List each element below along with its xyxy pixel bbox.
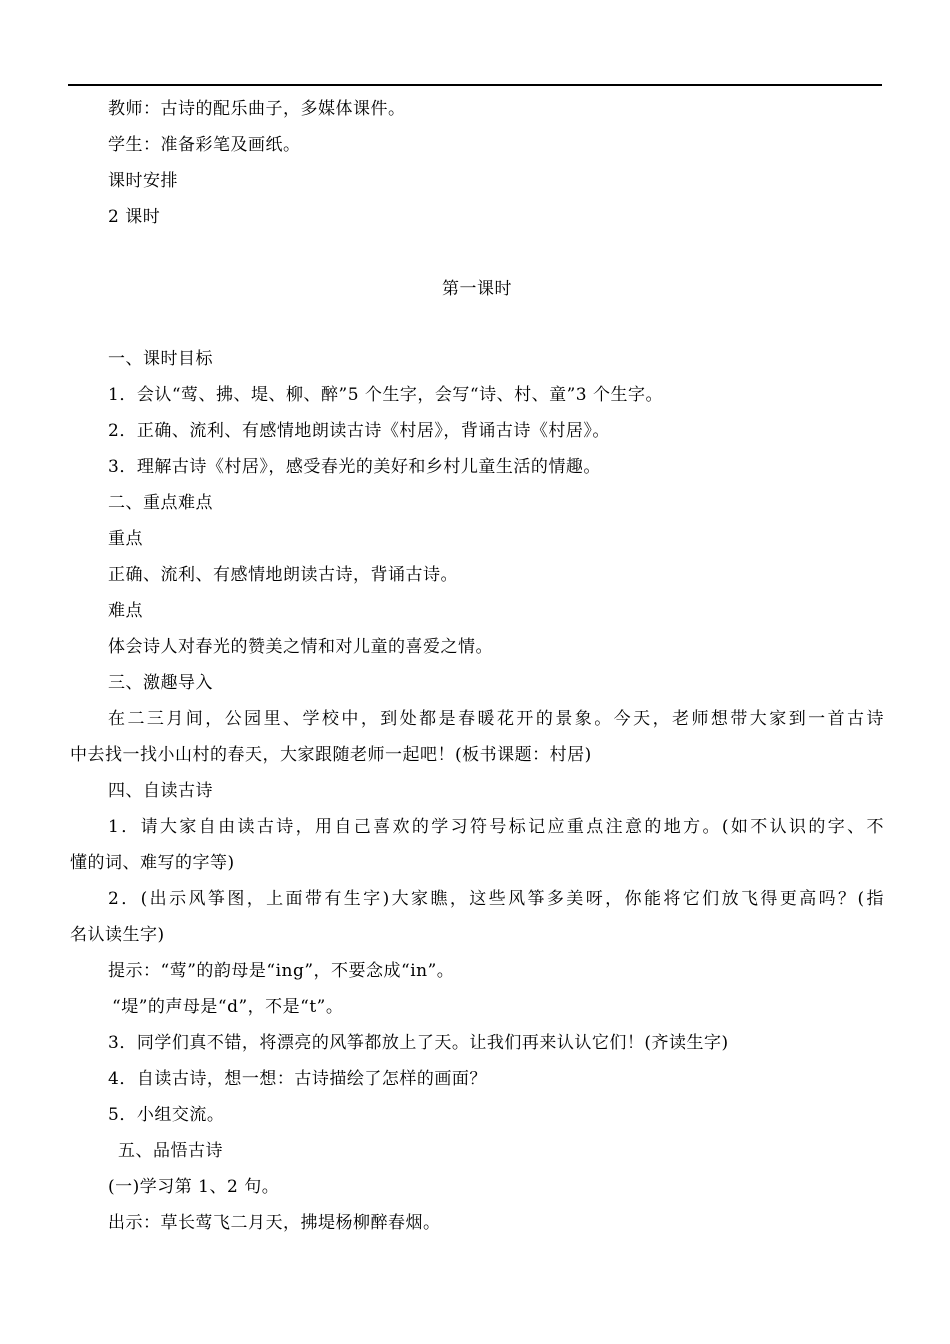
hint-line: 提示：“莺”的韵母是“ing”，不要念成“in”。 xyxy=(108,961,455,981)
paragraph: 体会诗人对春光的赞美之情和对儿童的喜爱之情。 xyxy=(108,637,493,657)
header-rule xyxy=(68,84,882,86)
materials-student: 学生：准备彩笔及画纸。 xyxy=(108,135,301,155)
goal-item: 2．正确、流利、有感情地朗读古诗《村居》，背诵古诗《村居》。 xyxy=(108,421,610,441)
paragraph-line: 在二三月间，公园里、学校中，到处都是春暖花开的景象。今天，老师想带大家到一首古诗 xyxy=(108,709,884,729)
schedule-heading: 课时安排 xyxy=(108,171,178,191)
materials-teacher: 教师：古诗的配乐曲子，多媒体课件。 xyxy=(108,99,406,119)
list-item-line: 2．(出示风筝图，上面带有生字)大家瞧，这些风筝多美呀，你能将它们放飞得更高吗？(指 xyxy=(108,889,884,909)
spacer xyxy=(70,307,884,341)
subheading: (一)学习第 1、2 句。 xyxy=(108,1177,280,1197)
section-heading: 三、激趣导入 xyxy=(108,673,213,693)
hint-line: “堤”的声母是“d”，不是“t”。 xyxy=(112,997,344,1017)
paragraph-line: 中去找一找小山村的春天，大家跟随老师一起吧！(板书课题：村居) xyxy=(70,745,592,765)
paragraph: 正确、流利、有感情地朗读古诗，背诵古诗。 xyxy=(108,565,458,585)
list-item-line: 名认读生字) xyxy=(70,925,165,945)
list-item-line: 5．小组交流。 xyxy=(108,1105,225,1125)
document-body xyxy=(70,91,884,1241)
subheading: 难点 xyxy=(108,601,143,621)
section-heading: 四、自读古诗 xyxy=(108,781,213,801)
list-item-line: 1．请大家自由读古诗，用自己喜欢的学习符号标记应重点注意的地方。(如不认识的字、不 xyxy=(108,817,884,837)
list-item-line: 懂的词、难写的字等) xyxy=(70,853,235,873)
lesson-title: 第一课时 xyxy=(442,279,512,299)
list-item-line: 3．同学们真不错，将漂亮的风筝都放上了天。让我们再来认认它们！(齐读生字) xyxy=(108,1033,729,1053)
section-heading: 二、重点难点 xyxy=(108,493,213,513)
list-item-line: 4．自读古诗，想一想：古诗描绘了怎样的画面？ xyxy=(108,1069,487,1089)
section-heading: 一、课时目标 xyxy=(108,349,213,369)
spacer xyxy=(70,235,884,271)
subheading: 重点 xyxy=(108,529,143,549)
goal-item: 1．会认“莺、拂、堤、柳、醉”5 个生字，会写“诗、村、童”3 个生字。 xyxy=(108,385,664,405)
schedule-value: 2 课时 xyxy=(108,207,161,227)
goal-item: 3．理解古诗《村居》，感受春光的美好和乡村儿童生活的情趣。 xyxy=(108,457,601,477)
poem-display: 出示：草长莺飞二月天，拂堤杨柳醉春烟。 xyxy=(108,1213,441,1233)
section-heading: 五、品悟古诗 xyxy=(118,1141,223,1161)
